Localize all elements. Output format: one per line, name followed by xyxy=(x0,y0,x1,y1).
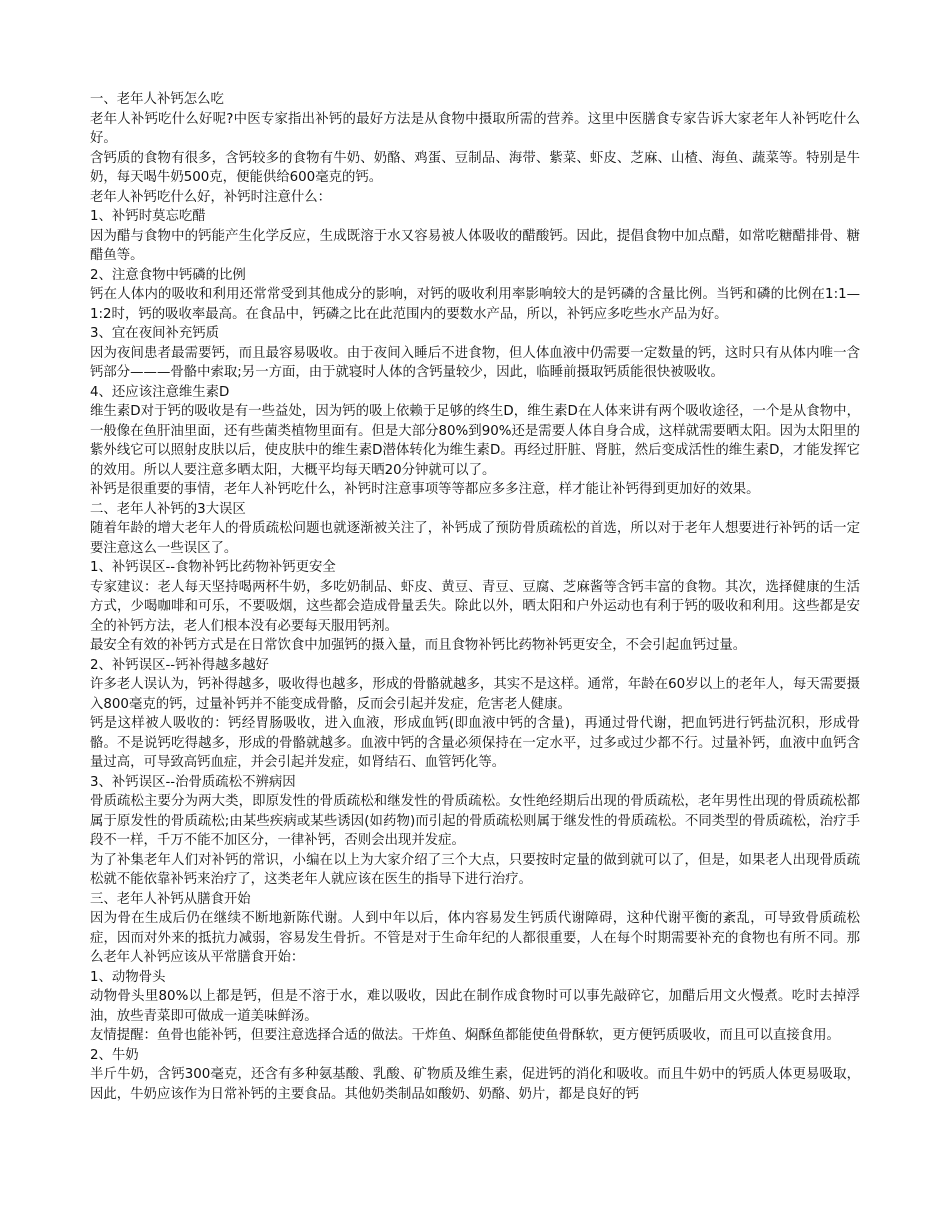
myth-3-text-2: 为了补集老年人们对补钙的常识，小编在以上为大家介绍了三个大点，只要按时定量的做到就可以了，但是，如果老人出现骨质疏松就不能依靠补钙来治疗了，这类老年人就应该在医生的指导下进行治疗。 xyxy=(90,852,860,887)
food-1-title: 1、动物骨头 xyxy=(90,969,166,985)
tip-3-text: 因为夜间患者最需要钙，而且最容易吸收。由于夜间入睡后不进食物，但人体血液中仍需要一定数量的钙，这时只有从体内唯一含钙部分———骨骼中索取;另一方面，由于就寝时人体的含钙量较少，因此，临睡前摄取钙质能很快被吸收。 xyxy=(90,345,860,380)
myth-1-title: 1、补钙误区--食物补钙比药物补钙更安全 xyxy=(90,560,336,575)
myth-2-text-1: 许多老人误认为，钙补得越多，吸收得也越多，形成的骨骼就越多，其实不是这样。通常，年龄在60岁以上的老年人，每天需要摄入800毫克的钙，过量补钙并不能变成骨骼，反而会引起并发症，危害老人健康。 xyxy=(90,677,860,712)
section-1-title: 一、老年人补钙怎么吃 xyxy=(90,92,224,107)
section-1-foods: 含钙质的食物有很多，含钙较多的食物有牛奶、奶酪、鸡蛋、豆制品、海带、紫菜、虾皮、芝麻、山楂、海鱼、蔬菜等。特别是牛奶，每天喝牛奶500克，便能供给600毫克的钙。 xyxy=(90,150,860,185)
myth-1-text-1: 专家建议：老人每天坚持喝两杯牛奶，多吃奶制品、虾皮、黄豆、青豆、豆腐、芝麻酱等含钙丰富的食物。其次，选择健康的生活方式，少喝咖啡和可乐，不要吸烟，这些都会造成骨量丢失。除此以外，晒太阳和户外运动也有利于钙的吸收和利用。这些都是安全的补钙方法，老人们根本没有必要每天服用钙剂。 xyxy=(90,579,860,634)
myth-1-text-2: 最安全有效的补钙方式是在日常饮食中加强钙的摄入量，而且食物补钙比药物补钙更安全，不会引起血钙过量。 xyxy=(90,638,747,653)
myth-3-title: 3、补钙误区--治骨质疏松不辨病因 xyxy=(90,774,296,790)
section-2-title: 二、老年人补钙的3大误区 xyxy=(90,501,246,517)
tip-2-text: 钙在人体内的吸收和利用还常常受到其他成分的影响，对钙的吸收利用率影响较大的是钙磷的含量比例。当钙和磷的比例在1:1—1:2时，钙的吸收率最高。在食品中，钙磷之比在此范围内的要数水产品，所以，补钙应多吃些水产品为好。 xyxy=(90,287,860,322)
section-1-intro: 老年人补钙吃什么好呢?中医专家指出补钙的最好方法是从食物中摄取所需的营养。这里中医膳食专家告诉大家老年人补钙吃什么好。 xyxy=(90,111,860,146)
section-1-lead: 老年人补钙吃什么好，补钙时注意什么： xyxy=(90,189,332,205)
tip-1-text: 因为醋与食物中的钙能产生化学反应，生成既溶于水又容易被人体吸收的醋酸钙。因此，提倡食物中加点醋，如常吃糖醋排骨、糖醋鱼等。 xyxy=(90,228,860,263)
myth-3-text-1: 骨质疏松主要分为两大类，即原发性的骨质疏松和继发性的骨质疏松。女性绝经期后出现的骨质疏松，老年男性出现的骨质疏松都属于原发性的骨质疏松;由某些疾病或某些诱因(如药物)而引起的骨质疏松则属于继发性的骨质疏松。不同类型的骨质疏松，治疗手段不一样，千万不能不加区分，一律补钙，否则会出现并发症。 xyxy=(90,794,860,848)
section-3-title: 三、老年人补钙从膳食开始 xyxy=(90,891,251,907)
food-1-text-1: 动物骨头里80%以上都是钙，但是不溶于水，难以吸收，因此在制作成食物时可以事先敲碎它，加醋后用文火慢煮。吃时去掉浮油，放些青菜即可做成一道美味鲜汤。 xyxy=(90,989,860,1024)
section-2-intro: 随着年龄的增大老年人的骨质疏松问题也就逐渐被关注了，补钙成了预防骨质疏松的首选，所以对于老年人想要进行补钙的话一定要注意这么一些误区了。 xyxy=(90,521,860,556)
tip-4-title: 4、还应该注意维生素D xyxy=(90,384,230,400)
section-1-summary: 补钙是很重要的事情，老年人补钙吃什么，补钙时注意事项等等都应多多注意，样才能让补钙得到更加好的效果。 xyxy=(90,482,760,497)
myth-2-text-2: 钙是这样被人吸收的：钙经胃肠吸收，进入血液，形成血钙(即血液中钙的含量)，再通过骨代谢，把血钙进行钙盐沉积，形成骨骼。不是说钙吃得越多，形成的骨骼就越多。血液中钙的含量必须保持在一定水平，过多或过少都不行。过量补钙，血液中血钙含量过高，可导致高钙血症，并会引起并发症，如肾结石、血管钙化等。 xyxy=(90,716,860,770)
food-1-text-2: 友情提醒：鱼骨也能补钙，但要注意选择合适的做法。干炸鱼、焖酥鱼都能使鱼骨酥软，更方便钙质吸收，而且可以直接食用。 xyxy=(90,1028,840,1043)
food-2-text-1: 半斤牛奶，含钙300毫克，还含有多种氨基酸、乳酸、矿物质及维生素，促进钙的消化和吸收。而且牛奶中的钙质人体更易吸取，因此，牛奶应该作为日常补钙的主要食品。其他奶类制品如酸奶、奶酪、奶片，都是良好的钙 xyxy=(90,1067,860,1102)
tip-1-title: 1、补钙时莫忘吃醋 xyxy=(90,209,206,224)
section-3-intro: 因为骨在生成后仍在继续不断地新陈代谢。人到中年以后，体内容易发生钙质代谢障碍，这种代谢平衡的紊乱，可导致骨质疏松症，因而对外来的抵抗力减弱，容易发生骨折。不管是对于生命年纪的人都很重要，人在每个时期需要补充的食物也有所不同。那么老年人补钙应该从平常膳食开始： xyxy=(90,911,860,965)
myth-2-title: 2、补钙误区--钙补得越多越好 xyxy=(90,657,269,673)
document-page xyxy=(90,90,860,1104)
tip-2-title: 2、注意食物中钙磷的比例 xyxy=(90,267,246,283)
tip-3-title: 3、宜在夜间补充钙质 xyxy=(90,326,220,341)
food-2-title: 2、牛奶 xyxy=(90,1047,139,1063)
tip-4-text: 维生素D对于钙的吸收是有一些益处，因为钙的吸上依赖于足够的终生D，维生素D在人体来讲有两个吸收途径，一个是从食物中，一般像在鱼肝油里面，还有些菌类植物里面有。但是大部分80%到90%还是需要人体自身合成，这样就需要晒太阳。因为太阳里的紫外线它可以照射皮肤以后，使皮肤中的维生素D潜体转化为维生素D。再经过肝脏、肾脏，然后变成活性的维生素D，才能发挥它的效用。所以人要注意多晒太阳，大概平均每天晒20分钟就可以了。 xyxy=(90,404,860,478)
